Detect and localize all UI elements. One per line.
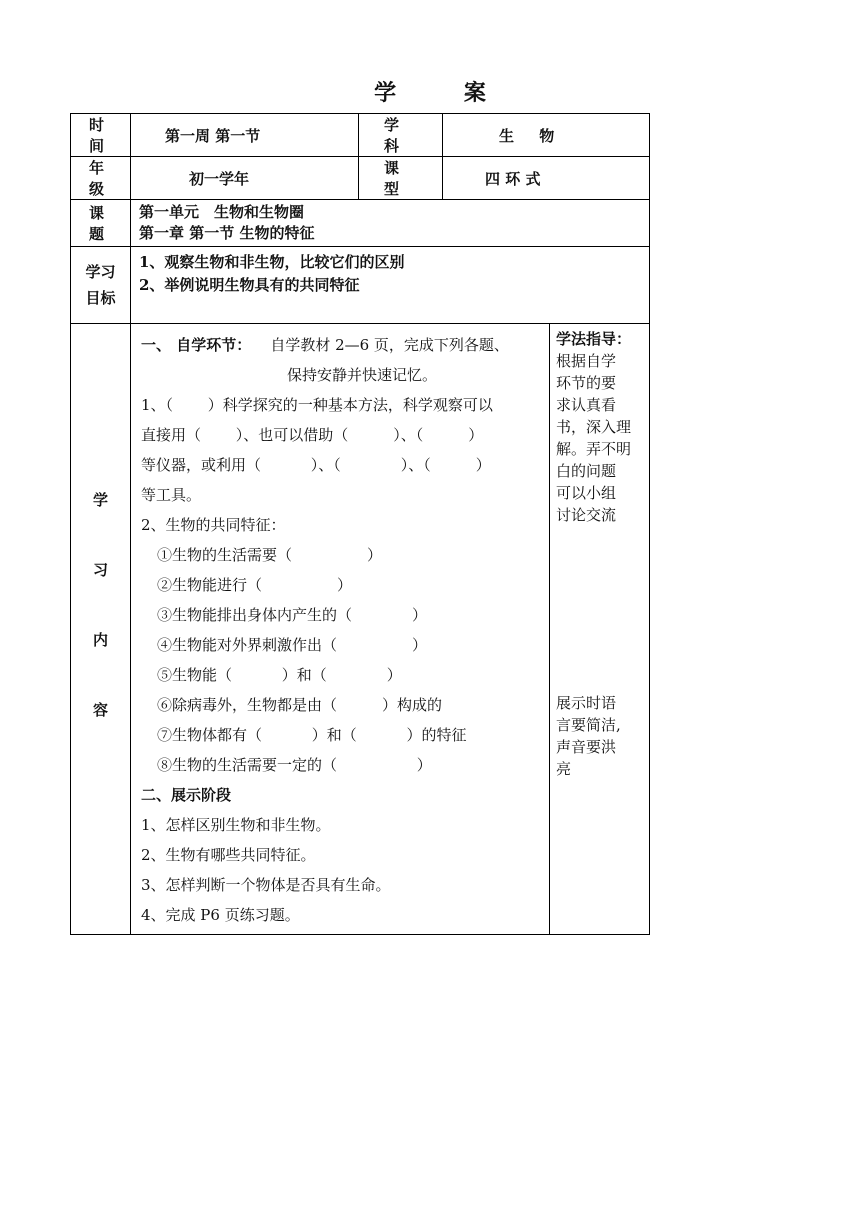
q2-item: ④生物能对外界刺激作出（ ） (157, 636, 428, 654)
show-line: 展示时语 (556, 694, 617, 712)
topic-line-1: 第一单元 生物和生物圈 (139, 203, 305, 221)
type-label: 课 型 (359, 157, 443, 200)
vertical-char: 内 (92, 631, 108, 649)
row-content (71, 324, 650, 935)
section2-item: 3、怎样判断一个物体是否具有生命。 (141, 876, 391, 894)
section2-item: 4、完成 P6 页练习题。 (141, 906, 300, 924)
q2-item: ②生物能进行（ ） (157, 576, 353, 594)
content-vertical-label (71, 324, 131, 935)
q1-line: 等仪器，或利用（ ）、（ ）、（ ） (141, 456, 491, 474)
goals-cell (131, 247, 650, 324)
topic-line-2: 第一章 第一节 生物的特征 (139, 224, 315, 242)
q1-line: 直接用（ ）、也可以借助（ ）、（ ） (141, 426, 484, 444)
goals-label (71, 247, 131, 324)
row-time (71, 114, 650, 157)
q2-item: ①生物的生活需要（ ） (157, 546, 383, 564)
guide-line: 根据自学 (556, 352, 617, 370)
goal-item: 1、观察生物和非生物，比较它们的区别 (139, 253, 405, 271)
guide-line: 讨论交流 (556, 506, 617, 524)
guide-line: 书，深入理 (556, 418, 632, 436)
q2-item: ⑤生物能（ ）和（ ） (157, 666, 402, 684)
show-line: 言要简洁, (556, 716, 621, 734)
q2-title: 2、生物的共同特征： (141, 516, 286, 534)
q1-line: 1、（ ）科学探究的一种基本方法，科学观察可以 (141, 396, 493, 414)
vertical-char: 习 (92, 561, 108, 579)
section1-title: 一、 自学环节： (141, 336, 252, 354)
section1-intro-2: 保持安静并快速记忆。 (287, 366, 438, 384)
grade-label: 年 级 (71, 157, 131, 200)
goal-item: 2、举例说明生物具有的共同特征 (139, 276, 360, 294)
content-cell (131, 324, 550, 935)
q2-item: ⑥除病毒外，生物都是由（ ）构成的 (157, 696, 443, 714)
q2-item: ⑦生物体都有（ ）和（ ）的特征 (157, 726, 467, 744)
topic-label: 课 题 (71, 200, 131, 247)
section1-intro: 自学教材 2—6 页，完成下列各题、 (270, 336, 509, 354)
section2-title: 二、展示阶段 (141, 786, 232, 804)
vertical-char: 容 (92, 701, 108, 719)
guide-line: 解。弄不明 (556, 440, 632, 458)
guide-line: 可以小组 (556, 484, 617, 502)
time-value: 第一周 第一节 (131, 114, 359, 157)
lesson-plan-table (70, 113, 650, 935)
section2-item: 2、生物有哪些共同特征。 (141, 846, 316, 864)
guide-line: 求认真看 (556, 396, 617, 414)
section2-item: 1、怎样区别生物和非生物。 (141, 816, 331, 834)
method-guide-title: 学法指导： (556, 330, 632, 348)
vertical-char: 学 (92, 491, 108, 509)
q2-item: ⑧生物的生活需要一定的（ ） (157, 756, 432, 774)
guide-line: 白的问题 (556, 462, 617, 480)
q2-item: ③生物能排出身体内产生的（ ） (157, 606, 428, 624)
guide-line: 环节的要 (556, 374, 617, 392)
goals-label-2: 目标 (85, 289, 116, 307)
grade-value: 初一学年 (131, 157, 359, 200)
show-line: 声音要洪 (556, 738, 617, 756)
topic-cell (131, 200, 650, 247)
method-guide-cell (550, 324, 650, 935)
goals-label-1: 学习 (85, 263, 116, 281)
show-line: 亮 (556, 760, 572, 778)
type-value: 四 环 式 (443, 157, 650, 200)
time-label: 时 间 (71, 114, 131, 157)
row-topic (71, 200, 650, 247)
row-goals (71, 247, 650, 324)
subject-value: 生 物 (443, 114, 650, 157)
row-grade (71, 157, 650, 200)
subject-label: 学 科 (359, 114, 443, 157)
page-title: 学 案 (374, 80, 516, 106)
q1-line: 等工具。 (141, 486, 202, 504)
